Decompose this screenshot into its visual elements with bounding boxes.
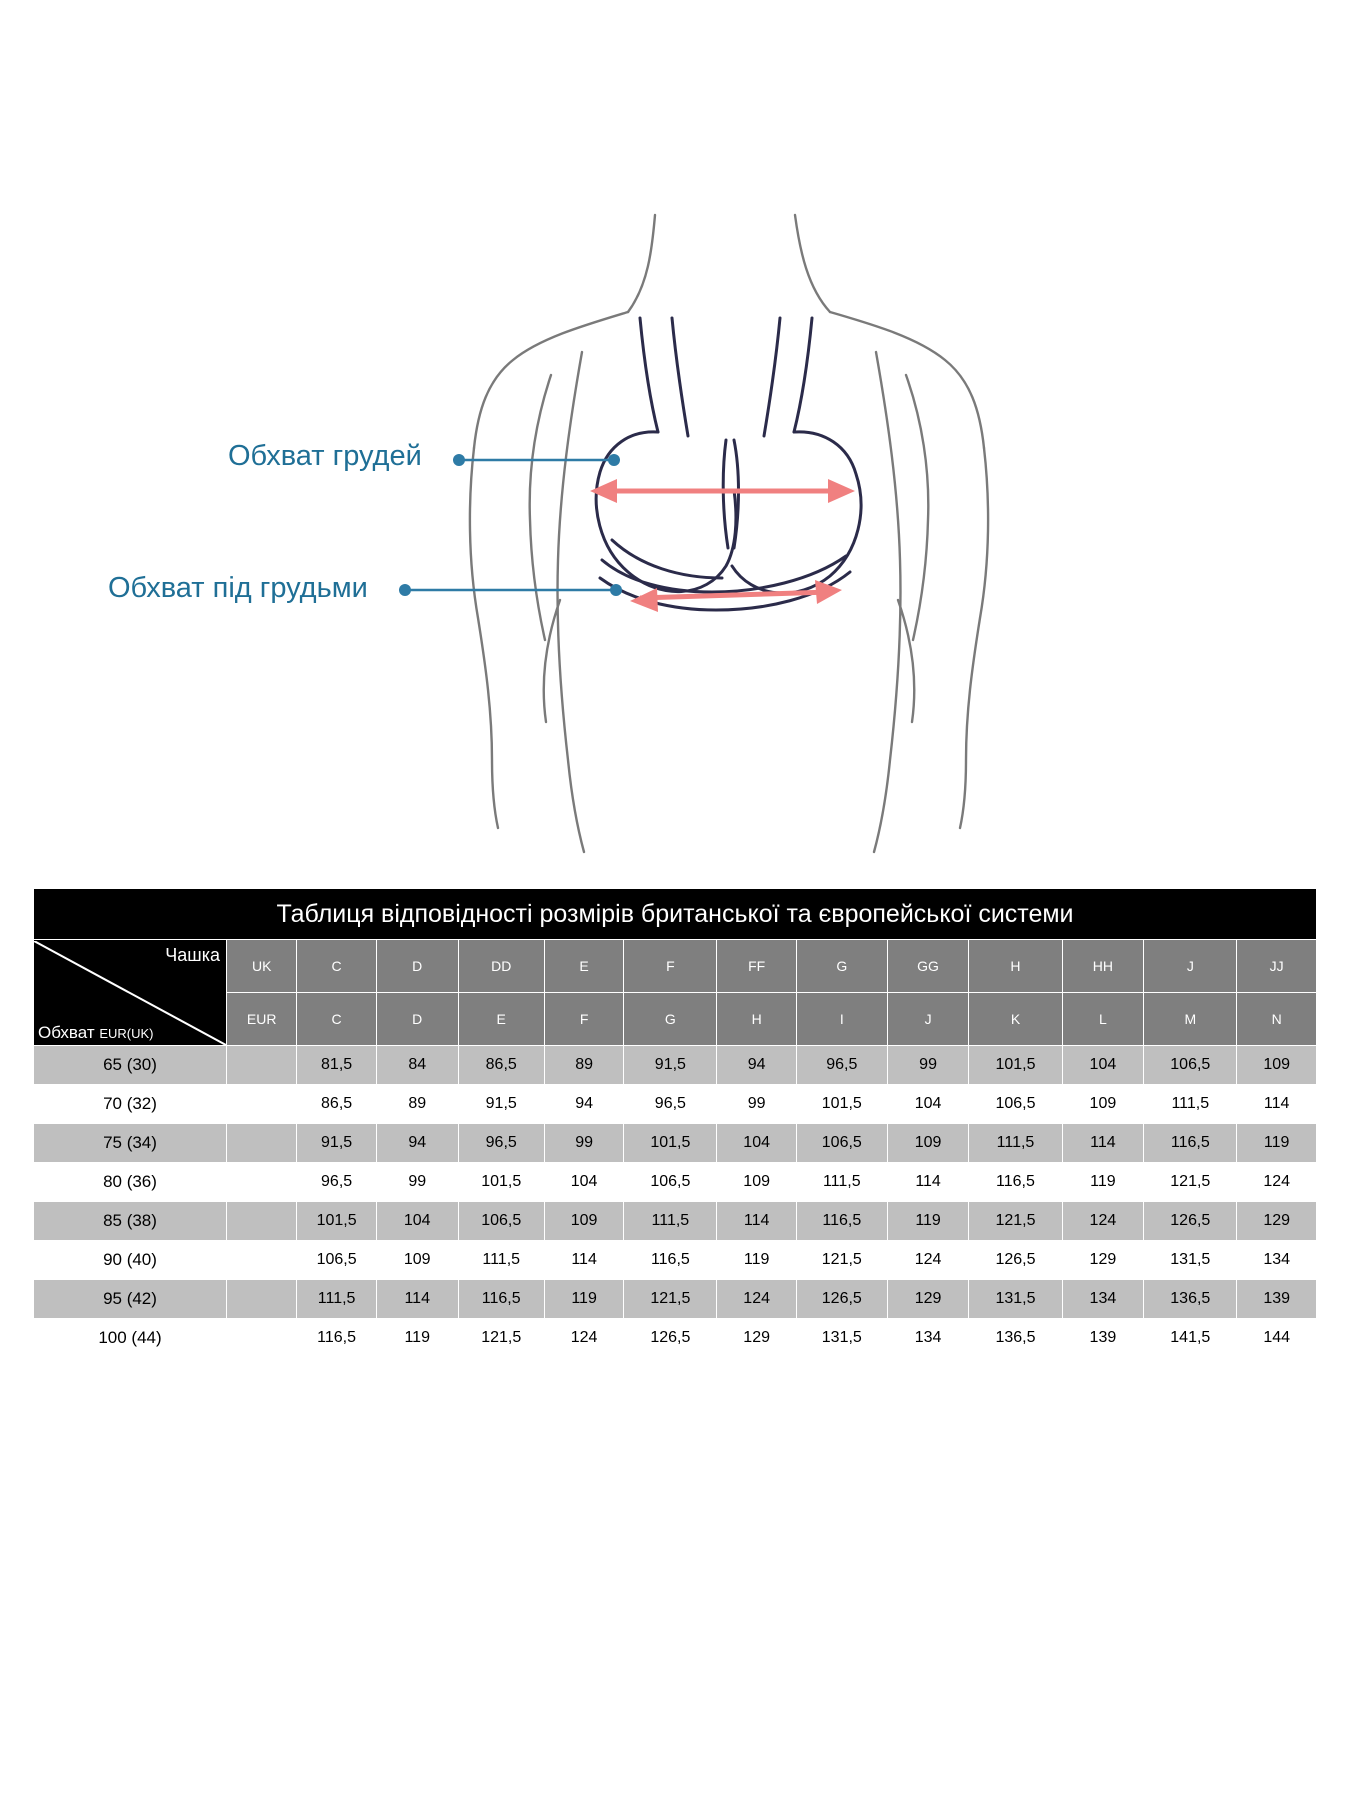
- table-row: [34, 1280, 1317, 1319]
- table-cell: 116,5: [297, 1319, 376, 1358]
- table-cell: 136,5: [969, 1319, 1062, 1358]
- table-cell: 91,5: [458, 1085, 544, 1124]
- table-cell: 94: [376, 1124, 458, 1163]
- row-band-label: 85 (38): [34, 1202, 227, 1241]
- header-cup-eur-11: N: [1237, 993, 1317, 1046]
- table-cell: 109: [1237, 1046, 1317, 1085]
- table-cell: 104: [717, 1124, 796, 1163]
- table-cell: 99: [544, 1124, 623, 1163]
- table-cell: 124: [717, 1280, 796, 1319]
- corner-cup-label: Чашка: [165, 944, 220, 965]
- table-cell: 111,5: [969, 1124, 1062, 1163]
- table-cell: 101,5: [458, 1163, 544, 1202]
- row-spacer-cell: [227, 1163, 297, 1202]
- header-cup-eur-9: L: [1062, 993, 1144, 1046]
- table-cell: 104: [544, 1163, 623, 1202]
- header-cup-uk-2: DD: [458, 940, 544, 993]
- table-cell: 96,5: [624, 1085, 717, 1124]
- header-cup-uk-5: FF: [717, 940, 796, 993]
- bust-measure-label: Обхват грудей: [228, 440, 422, 472]
- row-band-label: 75 (34): [34, 1124, 227, 1163]
- table-cell: 131,5: [969, 1280, 1062, 1319]
- table-cell: 106,5: [624, 1163, 717, 1202]
- table-cell: 101,5: [297, 1202, 376, 1241]
- table-cell: 121,5: [796, 1241, 887, 1280]
- table-cell: 114: [1237, 1085, 1317, 1124]
- table-cell: 121,5: [969, 1202, 1062, 1241]
- row-spacer-cell: [227, 1280, 297, 1319]
- header-cup-uk-10: J: [1144, 940, 1237, 993]
- table-cell: 109: [544, 1202, 623, 1241]
- row-spacer-cell: [227, 1202, 297, 1241]
- torso-diagram: [0, 0, 1350, 870]
- bra-outline: [596, 318, 861, 610]
- table-cell: 111,5: [796, 1163, 887, 1202]
- table-cell: 106,5: [969, 1085, 1062, 1124]
- header-cup-eur-7: J: [887, 993, 969, 1046]
- table-cell: 121,5: [458, 1319, 544, 1358]
- table-cell: 89: [544, 1046, 623, 1085]
- table-cell: 129: [1237, 1202, 1317, 1241]
- table-cell: 124: [1237, 1163, 1317, 1202]
- table-cell: 111,5: [1144, 1085, 1237, 1124]
- table-cell: 109: [1062, 1085, 1144, 1124]
- table-cell: 96,5: [458, 1124, 544, 1163]
- table-cell: 114: [376, 1280, 458, 1319]
- header-cup-uk-11: JJ: [1237, 940, 1317, 993]
- table-cell: 134: [1062, 1280, 1144, 1319]
- table-title: Таблиця відповідності розмірів британської та європейської системи: [34, 889, 1317, 940]
- table-row: [34, 1319, 1317, 1358]
- header-cup-uk-3: E: [544, 940, 623, 993]
- table-cell: 144: [1237, 1319, 1317, 1358]
- header-cup-uk-0: C: [297, 940, 376, 993]
- table-cell: 116,5: [1144, 1124, 1237, 1163]
- table-cell: 114: [544, 1241, 623, 1280]
- table-cell: 139: [1237, 1280, 1317, 1319]
- table-row: [34, 1085, 1317, 1124]
- header-cup-uk-9: HH: [1062, 940, 1144, 993]
- table-cell: 106,5: [796, 1124, 887, 1163]
- header-system-uk: UK: [227, 940, 297, 993]
- table-row: [34, 1163, 1317, 1202]
- table-cell: 129: [887, 1280, 969, 1319]
- table-cell: 111,5: [624, 1202, 717, 1241]
- table-cell: 99: [887, 1046, 969, 1085]
- table-cell: 116,5: [458, 1280, 544, 1319]
- table-cell: 109: [376, 1241, 458, 1280]
- table-cell: 126,5: [969, 1241, 1062, 1280]
- table-cell: 121,5: [624, 1280, 717, 1319]
- header-cup-uk-7: GG: [887, 940, 969, 993]
- table-cell: 104: [1062, 1046, 1144, 1085]
- table-cell: 114: [717, 1202, 796, 1241]
- header-cup-uk-1: D: [376, 940, 458, 993]
- table-cell: 126,5: [624, 1319, 717, 1358]
- table-cell: 141,5: [1144, 1319, 1237, 1358]
- row-spacer-cell: [227, 1241, 297, 1280]
- underbust-measure-label: Обхват під грудьми: [108, 572, 368, 604]
- row-spacer-cell: [227, 1085, 297, 1124]
- header-cup-eur-10: M: [1144, 993, 1237, 1046]
- table-cell: 136,5: [1144, 1280, 1237, 1319]
- table-cell: 111,5: [297, 1280, 376, 1319]
- table-cell: 116,5: [796, 1202, 887, 1241]
- table-cell: 129: [717, 1319, 796, 1358]
- header-cup-eur-5: H: [717, 993, 796, 1046]
- table-cell: 94: [717, 1046, 796, 1085]
- header-cup-uk-8: H: [969, 940, 1062, 993]
- table-cell: 119: [887, 1202, 969, 1241]
- table-cell: 129: [1062, 1241, 1144, 1280]
- table-cell: 119: [717, 1241, 796, 1280]
- row-band-label: 100 (44): [34, 1319, 227, 1358]
- corner-band-label: Обхват EUR(UK): [38, 1022, 154, 1042]
- table-cell: 99: [717, 1085, 796, 1124]
- table-cell: 124: [544, 1319, 623, 1358]
- table-cell: 109: [717, 1163, 796, 1202]
- leader-lines: [399, 454, 622, 596]
- table-cell: 126,5: [796, 1280, 887, 1319]
- table-cell: 96,5: [297, 1163, 376, 1202]
- table-cell: 84: [376, 1046, 458, 1085]
- table-cell: 101,5: [624, 1124, 717, 1163]
- table-cell: 139: [1062, 1319, 1144, 1358]
- table-title-row: [34, 889, 1317, 940]
- table-cell: 119: [1237, 1124, 1317, 1163]
- table-corner-header: [34, 940, 227, 1046]
- table-cell: 124: [1062, 1202, 1144, 1241]
- table-cell: 134: [1237, 1241, 1317, 1280]
- table-cell: 104: [887, 1085, 969, 1124]
- row-band-label: 70 (32): [34, 1085, 227, 1124]
- body-outline: [470, 215, 988, 852]
- table-cell: 131,5: [796, 1319, 887, 1358]
- table-cell: 106,5: [297, 1241, 376, 1280]
- table-cell: 111,5: [458, 1241, 544, 1280]
- table-cell: 114: [887, 1163, 969, 1202]
- header-cup-eur-6: I: [796, 993, 887, 1046]
- row-band-label: 65 (30): [34, 1046, 227, 1085]
- table-cell: 86,5: [458, 1046, 544, 1085]
- table-cell: 86,5: [297, 1085, 376, 1124]
- header-cup-eur-3: F: [544, 993, 623, 1046]
- header-cup-uk-4: F: [624, 940, 717, 993]
- table-cell: 106,5: [458, 1202, 544, 1241]
- size-chart-table: [33, 888, 1317, 1358]
- table-cell: 106,5: [1144, 1046, 1237, 1085]
- row-spacer-cell: [227, 1124, 297, 1163]
- measurement-illustration: [0, 0, 1350, 870]
- table-header-row-uk: [34, 940, 1317, 993]
- table-cell: 89: [376, 1085, 458, 1124]
- header-system-eur: EUR: [227, 993, 297, 1046]
- row-band-label: 90 (40): [34, 1241, 227, 1280]
- table-cell: 96,5: [796, 1046, 887, 1085]
- size-chart-container: [33, 888, 1317, 1358]
- row-band-label: 95 (42): [34, 1280, 227, 1319]
- table-cell: 119: [1062, 1163, 1144, 1202]
- row-spacer-cell: [227, 1319, 297, 1358]
- table-cell: 119: [376, 1319, 458, 1358]
- row-spacer-cell: [227, 1046, 297, 1085]
- header-cup-eur-8: K: [969, 993, 1062, 1046]
- header-cup-eur-2: E: [458, 993, 544, 1046]
- table-cell: 109: [887, 1124, 969, 1163]
- table-cell: 94: [544, 1085, 623, 1124]
- table-cell: 116,5: [969, 1163, 1062, 1202]
- underbust-arrow: [630, 580, 842, 612]
- header-cup-eur-4: G: [624, 993, 717, 1046]
- table-cell: 101,5: [796, 1085, 887, 1124]
- table-row: [34, 1046, 1317, 1085]
- table-cell: 134: [887, 1319, 969, 1358]
- table-cell: 81,5: [297, 1046, 376, 1085]
- header-cup-eur-0: C: [297, 993, 376, 1046]
- header-cup-uk-6: G: [796, 940, 887, 993]
- table-cell: 91,5: [297, 1124, 376, 1163]
- table-row: [34, 1124, 1317, 1163]
- table-row: [34, 1241, 1317, 1280]
- table-cell: 126,5: [1144, 1202, 1237, 1241]
- table-cell: 131,5: [1144, 1241, 1237, 1280]
- row-band-label: 80 (36): [34, 1163, 227, 1202]
- table-cell: 104: [376, 1202, 458, 1241]
- table-cell: 124: [887, 1241, 969, 1280]
- table-cell: 91,5: [624, 1046, 717, 1085]
- header-cup-eur-1: D: [376, 993, 458, 1046]
- table-cell: 119: [544, 1280, 623, 1319]
- table-cell: 101,5: [969, 1046, 1062, 1085]
- table-cell: 99: [376, 1163, 458, 1202]
- table-cell: 121,5: [1144, 1163, 1237, 1202]
- table-row: [34, 1202, 1317, 1241]
- table-cell: 114: [1062, 1124, 1144, 1163]
- table-cell: 116,5: [624, 1241, 717, 1280]
